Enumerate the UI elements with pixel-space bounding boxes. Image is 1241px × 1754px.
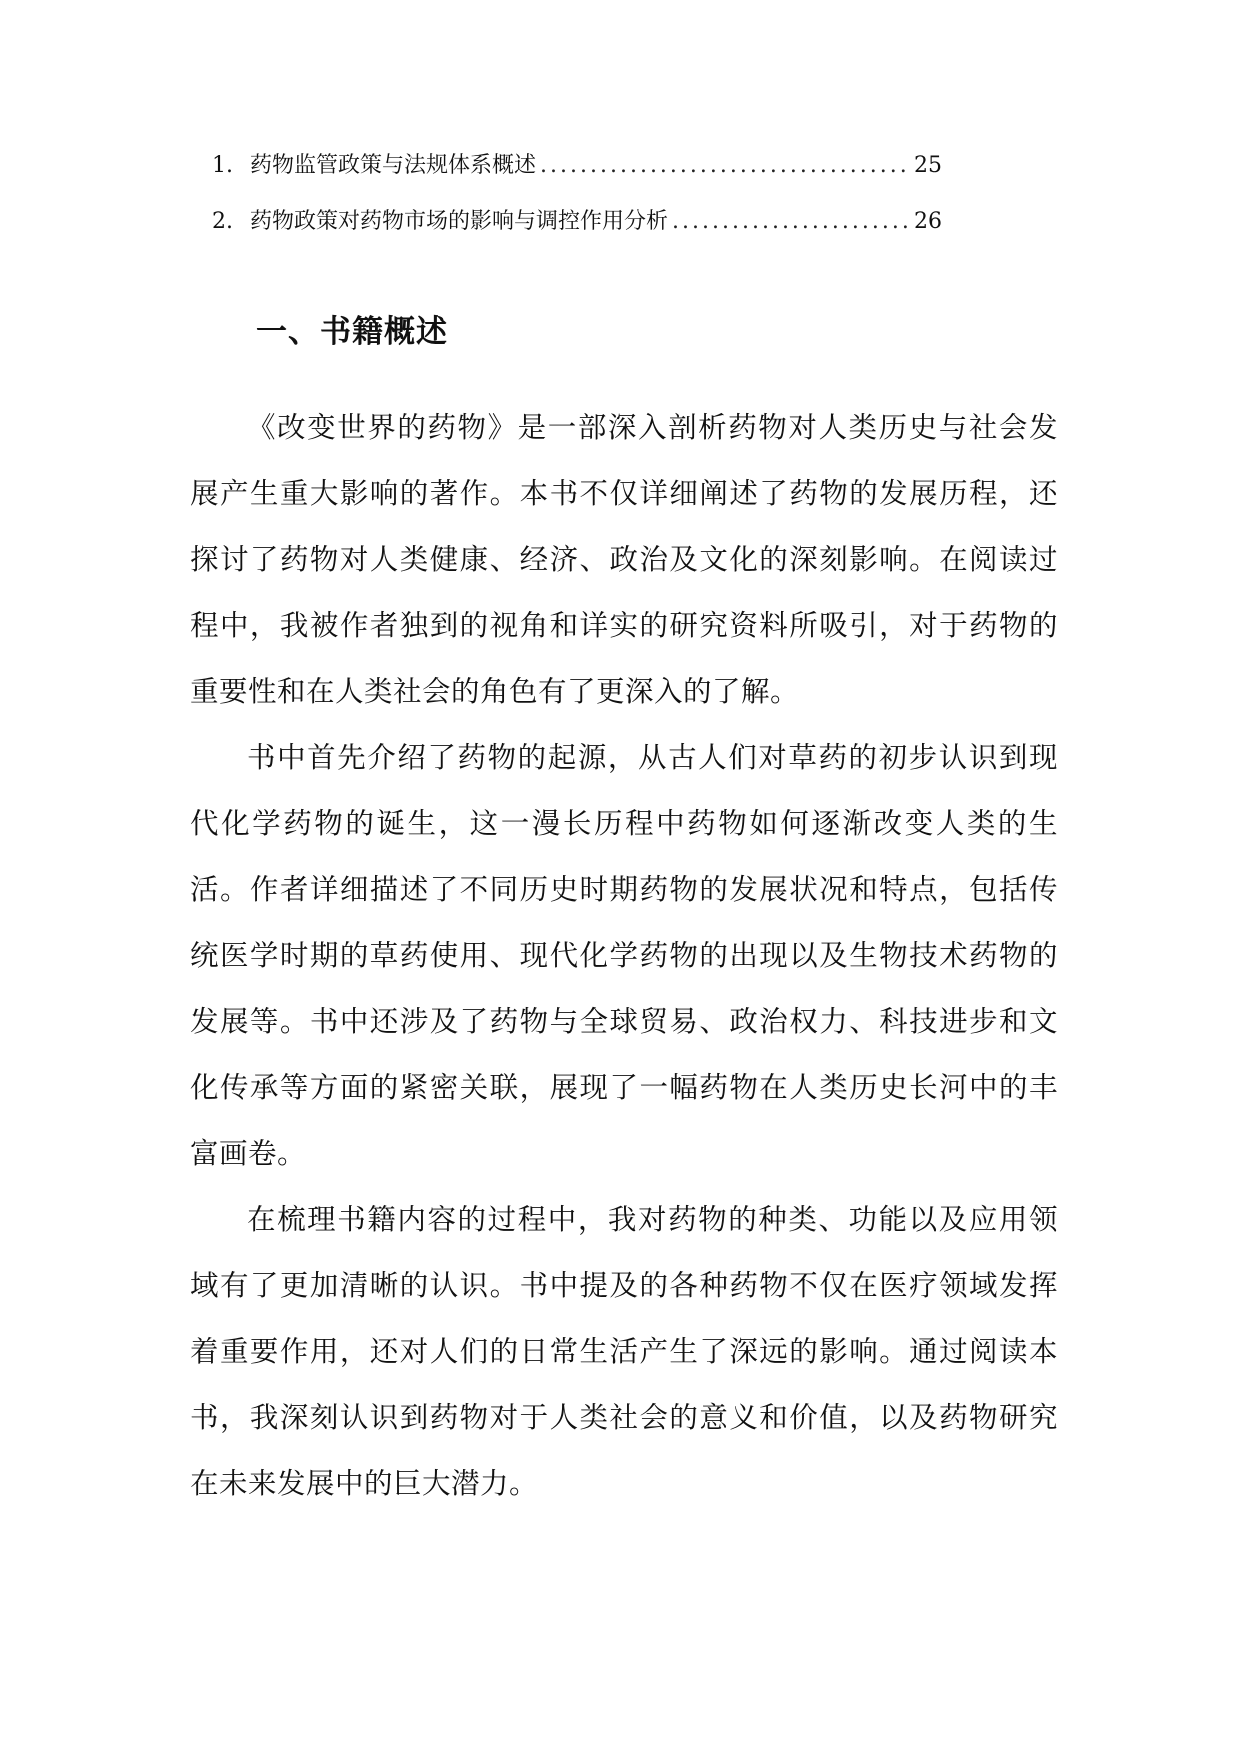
section-heading: 一、书籍概述: [256, 314, 448, 350]
toc-dot-leader: [672, 204, 910, 240]
toc-entry-number: 1.: [212, 153, 233, 178]
toc-dot-leader: [540, 148, 910, 184]
toc-entry-page: 26: [914, 209, 942, 234]
table-of-contents: [212, 148, 942, 260]
body-paragraph-2: 书中首先介绍了药物的起源，从古人们对草药的初步认识到现代化学药物的诞生，这一漫长历程中药物如何逐渐改变人类的生活。作者详细描述了不同历史时期药物的发展状况和特点，包括传统医学时期的草药使用、现代化学药物的出现以及生物技术药物的发展等。书中还涉及了药物与全球贸易、政治权力、科技进步和文化传承等方面的紧密关联，展现了一幅药物在人类历史长河中的丰富画卷。: [190, 741, 1058, 1170]
toc-entry-title: 药物政策对药物市场的影响与调控作用分析: [250, 209, 669, 234]
body-paragraph-1: 《改变世界的药物》是一部深入剖析药物对人类历史与社会发展产生重大影响的著作。本书不仅详细阐述了药物的发展历程，还探讨了药物对人类健康、经济、政治及文化的深刻影响。在阅读过程中，我被作者独到的视角和详实的研究资料所吸引，对于药物的重要性和在人类社会的角色有了更深入的了解。: [190, 411, 1058, 708]
toc-entry-title: 药物监管政策与法规体系概述: [250, 153, 537, 178]
toc-entry-1[interactable]: [212, 148, 942, 204]
toc-entry-2[interactable]: [212, 204, 942, 260]
body-paragraph-3: 在梳理书籍内容的过程中，我对药物的种类、功能以及应用领域有了更加清晰的认识。书中提及的各种药物不仅在医疗领域发挥着重要作用，还对人们的日常生活产生了深远的影响。通过阅读本书，我深刻认识到药物对于人类社会的意义和价值，以及药物研究在未来发展中的巨大潜力。: [190, 1203, 1058, 1500]
toc-entry-number: 2.: [212, 209, 233, 234]
toc-entry-page: 25: [914, 153, 942, 178]
section-body: [190, 395, 1058, 1517]
